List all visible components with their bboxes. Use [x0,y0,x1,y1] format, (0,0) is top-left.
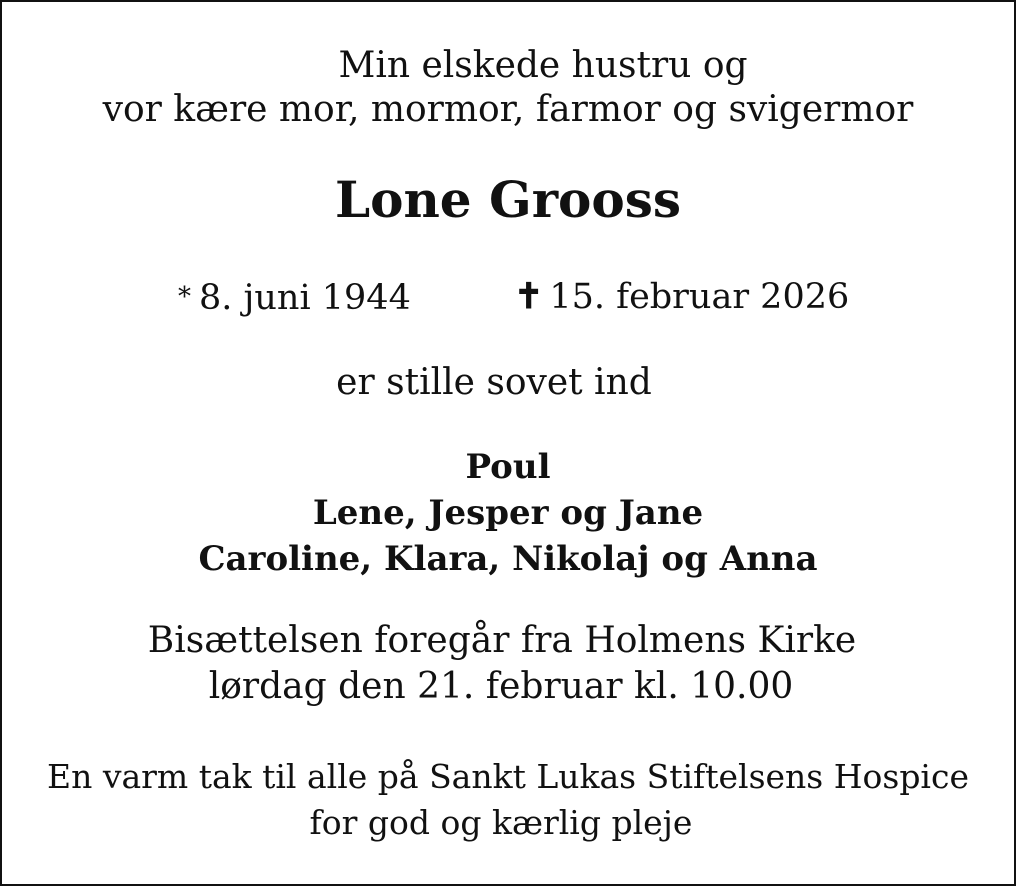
birth-star-icon: * [178,282,191,312]
intro-line-2: vor kære mor, mormor, farmor og svigermor [102,89,914,130]
deceased-name: Lone Grooss [334,170,682,229]
death-date: 15. februar 2026 [549,277,850,317]
family-line-1: Poul [465,447,551,487]
birth-date-group [178,274,411,321]
intro-line-1: Min elskede hustru og [338,45,748,86]
subtitle: er stille sovet ind [336,362,652,403]
birth-date: 8. juni 1944 [199,278,411,318]
family-line-3: Caroline, Klara, Nikolaj og Anna [198,539,818,579]
thanks-line-1: En varm tak til alle på Sankt Lukas Stiftelsens Hospice [46,757,970,796]
death-date-group [514,274,849,320]
thanks-line-2: for god og kærlig pleje [309,803,693,842]
family-line-2: Lene, Jesper og Jane [312,493,704,533]
funeral-line-2: lørdag den 21. februar kl. 10.00 [208,666,794,707]
funeral-line-1: Bisættelsen foregår fra Holmens Kirke [147,620,857,661]
death-cross-icon: ✝ [514,276,544,317]
life-dates [2,274,1014,320]
